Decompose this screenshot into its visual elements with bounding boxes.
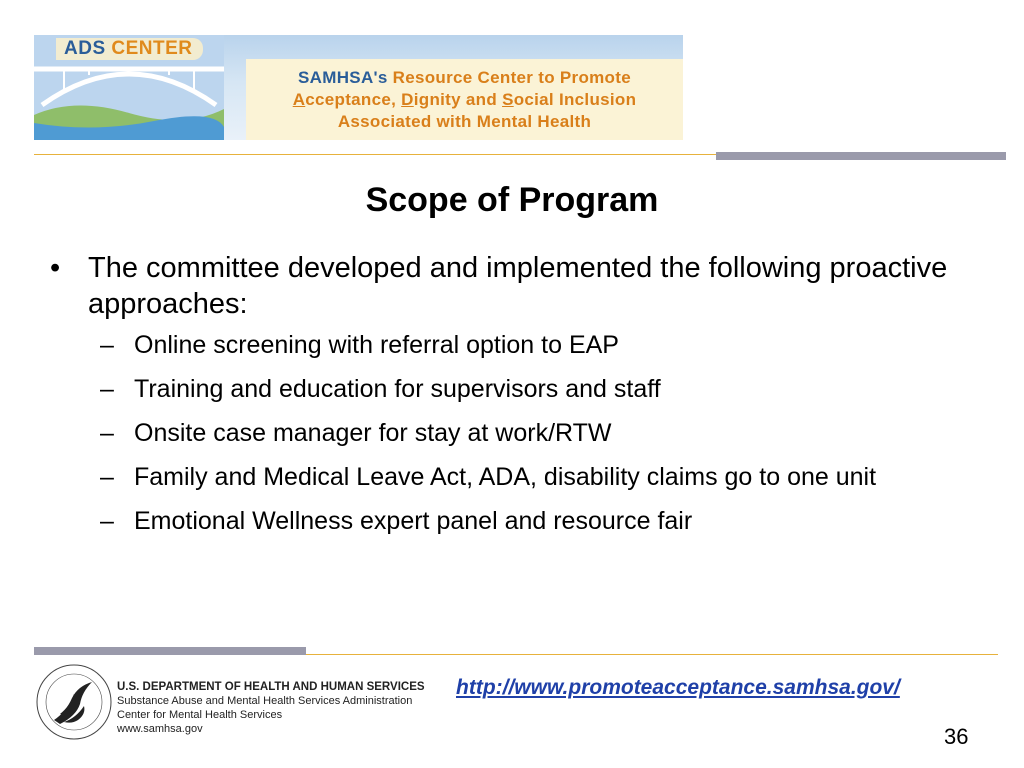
hhs-agency-text (117, 680, 425, 736)
hhs-line-4: www.samhsa.gov (117, 723, 203, 735)
hhs-line-2: Substance Abuse and Mental Health Services Administration (117, 695, 413, 707)
dash-icon: – (100, 331, 114, 359)
banner-word-d: ignity and (413, 90, 503, 109)
banner-line-1b: Resource Center to Promote (392, 68, 631, 87)
slide-title: Scope of Program (365, 181, 659, 219)
page-number: 36 (944, 724, 969, 749)
banner-line-1a: SAMHSA's (298, 68, 388, 87)
footer-divider-thin (306, 654, 998, 655)
sub-bullet (0, 418, 964, 449)
hhs-line-1: U.S. DEPARTMENT OF HEALTH AND HUMAN SERVICES (117, 681, 425, 693)
bullet-icon: • (50, 252, 61, 284)
sub-bullet (0, 462, 964, 493)
banner-letter-d: D (401, 90, 414, 109)
ads-center-banner (34, 35, 683, 140)
main-bullet-text: The committee developed and implemented the following proactive approaches: (88, 252, 948, 320)
banner-word-s: ocial Inclusion (513, 90, 637, 109)
sub-bullet-list (0, 330, 1000, 537)
header-divider-thin (34, 154, 716, 155)
sub-bullet (0, 506, 964, 537)
dash-icon: – (100, 507, 114, 535)
promote-acceptance-link[interactable]: http://www.promoteacceptance.samhsa.gov/ (456, 676, 900, 699)
footer-divider-thick (34, 647, 306, 655)
banner-word-a: cceptance, (305, 90, 402, 109)
badge-part1: ADS (64, 38, 106, 59)
sub-bullet-text: Training and education for supervisors and staff (134, 375, 661, 403)
banner-line-3: Associated with Mental Health (337, 112, 592, 131)
hhs-line-3: Center for Mental Health Services (117, 709, 283, 721)
sub-bullet-text: Emotional Wellness expert panel and resource fair (134, 507, 693, 535)
sub-bullet-text: Onsite case manager for stay at work/RTW (134, 419, 612, 447)
dash-icon: – (100, 463, 114, 491)
banner-line-2 (246, 89, 683, 111)
sub-bullet-text: Family and Medical Leave Act, ADA, disability claims go to one unit (134, 463, 877, 491)
main-bullet (0, 250, 968, 322)
banner-line-1 (246, 67, 683, 89)
banner-letter-s: S (502, 90, 514, 109)
header-divider-thick (716, 152, 1006, 160)
sub-bullet-text: Online screening with referral option to EAP (134, 331, 619, 359)
dash-icon: – (100, 375, 114, 403)
banner-tagline (246, 59, 683, 140)
ads-center-badge (56, 38, 203, 60)
badge-part2: CENTER (111, 38, 193, 59)
slide-content (0, 250, 1000, 550)
banner-letter-a: A (292, 90, 306, 109)
dash-icon: – (100, 419, 114, 447)
hhs-seal-icon (34, 662, 114, 742)
sub-bullet (0, 330, 964, 361)
sub-bullet (0, 374, 964, 405)
